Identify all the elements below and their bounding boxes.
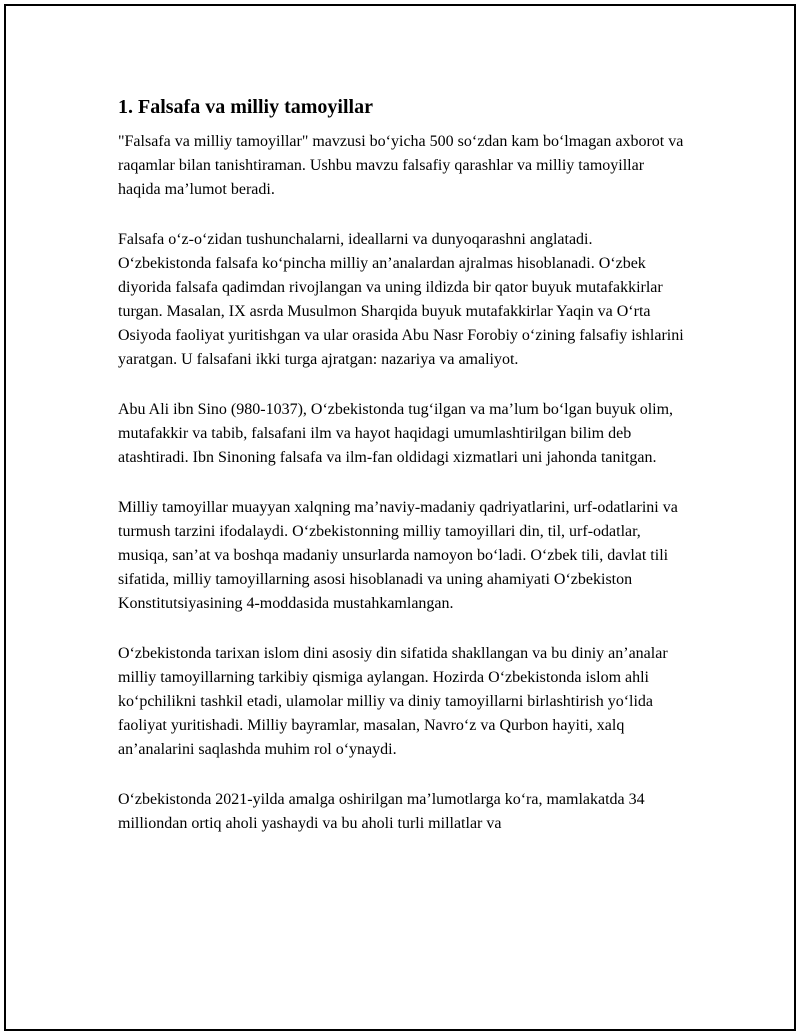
paragraph-ibn-sino: Abu Ali ibn Sino (980-1037), Oʻzbekistonda tugʻilgan va maʼlum boʻlgan buyuk olim, mutafakkir va tabib, falsafani ilm va hayot haqidagi umumlashtirilgan bilim deb atashtiradi. Ibn Sinoning falsafa va ilm-fan oldidagi xizmatlari uni jahonda tanitgan.: [118, 401, 674, 466]
paragraph-intro: "Falsafa va milliy tamoyillar" mavzusi boʻyicha 500 soʻzdan kam boʻlmagan axborot va raqamlar bilan tanishtiraman. Ushbu mavzu falsafiy qarashlar va milliy tamoyillar haqida maʼlumot beradi.: [118, 133, 684, 198]
document-title: 1. Falsafa va milliy tamoyillar: [118, 96, 373, 118]
paragraph-philosophy: Falsafa oʻz-oʻzidan tushunchalarni, ideallarni va dunyoqarashni anglatadi. Oʻzbekistonda falsafa koʻpincha milliy anʼanalardan ajralmas hisoblanadi. Oʻzbek diyorida falsafa qadimdan rivojlangan va uning ildizda bir qator buyuk mutafakkirlar turgan. Masalan, IX asrda Musulmon Sharqida buyuk mutafakkirlar Yaqin va Oʻrta Osiyoda faoliyat yuritishgan va ular orasida Abu Nasr Forobiy oʻzining falsafiy ishlarini yaratgan. U falsafani ikki turga ajratgan: nazariya va amaliyot.: [118, 231, 684, 368]
paragraph-religion: Oʻzbekistonda tarixan islom dini asosiy din sifatida shakllangan va bu diniy anʼanalar milliy tamoyillarning tarkibiy qismiga aylangan. Hozirda Oʻzbekistonda islom ahli koʻpchilikni tashkil etadi, ulamolar milliy va diniy tamoyillarni birlashtirish yoʻlida faoliyat yuritishadi. Milliy bayramlar, masalan, Navroʻz va Qurbon hayiti, xalq anʼanalarini saqlashda muhim rol oʻynaydi.: [118, 645, 668, 758]
document-body: [118, 94, 688, 862]
paragraph-national-principles: Milliy tamoyillar muayyan xalqning maʼnaviy-madaniy qadriyatlarini, urf-odatlarini va turmush tarzini ifodalaydi. Oʻzbekistonning milliy tamoyillari din, til, urf-odatlar, musiqa, sanʼat va boshqa madaniy unsurlarda namoyon boʻladi. Oʻzbek tili, davlat tili sifatida, milliy tamoyillarning asosi hisoblanadi va uning ahamiyati Oʻzbekiston Konstitutsiyasining 4-moddasida mustahkamlangan.: [118, 499, 678, 612]
paragraph-population: Oʻzbekistonda 2021-yilda amalga oshirilgan maʼlumotlarga koʻra, mamlakatda 34 milliondan ortiq aholi yashaydi va bu aholi turli millatlar va: [118, 791, 645, 832]
